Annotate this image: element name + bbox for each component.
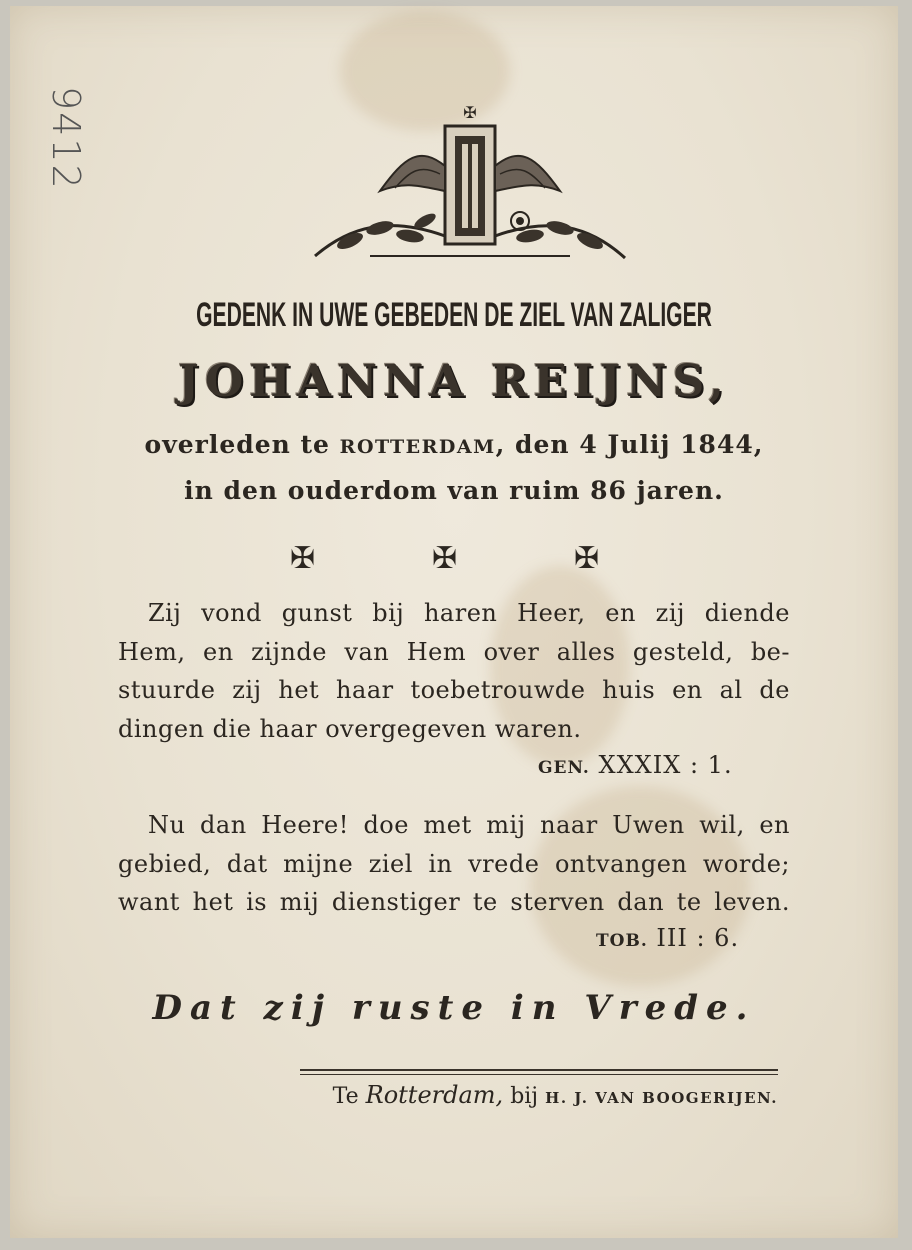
death-date: , den 4 Julij 1844,	[495, 430, 764, 459]
imprint-printer: H. J. VAN BOOGERIJEN.	[545, 1089, 778, 1107]
verse-genesis	[118, 594, 790, 748]
death-place: ROTTERDAM	[339, 436, 496, 458]
svg-text:✠: ✠	[463, 103, 477, 122]
verse-tobit	[118, 806, 790, 922]
verse1-line-2: Hem, en zijnde van Hem over alles gesteld, be-	[118, 637, 790, 666]
memorial-card	[10, 6, 898, 1238]
cross-icon-2: ✠	[432, 541, 458, 576]
cross-icon-1: ✠	[290, 541, 316, 576]
verse2-chapter: III : 6.	[656, 924, 740, 952]
cross-row	[290, 541, 620, 577]
verse2-line-3: want het is mij dienstiger te sterven dan te leven.	[118, 888, 790, 916]
imprint-mid: bij	[510, 1084, 539, 1109]
verse1-chapter: XXXIX : 1.	[598, 751, 733, 779]
verse1-reference	[538, 751, 733, 779]
closing-blessing: Dat zij ruste in Vrede.	[152, 988, 756, 1028]
heading: GEDENK IN UWE GEBEDEN DE ZIEL VAN ZALIGER	[196, 296, 712, 334]
imprint-prefix: Te	[332, 1084, 359, 1109]
verse2-reference	[596, 924, 739, 952]
verse1-book: GEN.	[538, 758, 590, 778]
death-line	[10, 430, 898, 459]
verse1-line-4: dingen die haar overgegeven waren.	[118, 714, 582, 743]
printer-imprint	[300, 1081, 778, 1109]
verse1-line-3: stuurde zij het haar toebetrouwde huis en al de	[118, 676, 790, 704]
handwritten-number: 9412	[44, 86, 88, 191]
mourning-emblem-icon	[310, 96, 630, 266]
divider-rule	[300, 1069, 778, 1071]
divider-rule-thin	[300, 1074, 778, 1075]
verse2-line-2: gebied, dat mijne ziel in vrede ontvangen worde;	[118, 849, 790, 878]
age-line: in den ouderdom van ruim 86 jaren.	[184, 476, 724, 505]
cross-icon-3: ✠	[574, 541, 600, 576]
deceased-name: JOHANNA REIJNS,	[178, 356, 730, 407]
verse2-line-1: Nu dan Heere! doe met mij naar Uwen wil, en	[148, 811, 790, 839]
verse1-line-1: Zij vond gunst bij haren Heer, en zij diende	[148, 599, 790, 627]
death-prefix: overleden te	[144, 430, 330, 459]
imprint-city: Rotterdam,	[365, 1081, 504, 1109]
verse2-book: TOB.	[596, 931, 648, 951]
